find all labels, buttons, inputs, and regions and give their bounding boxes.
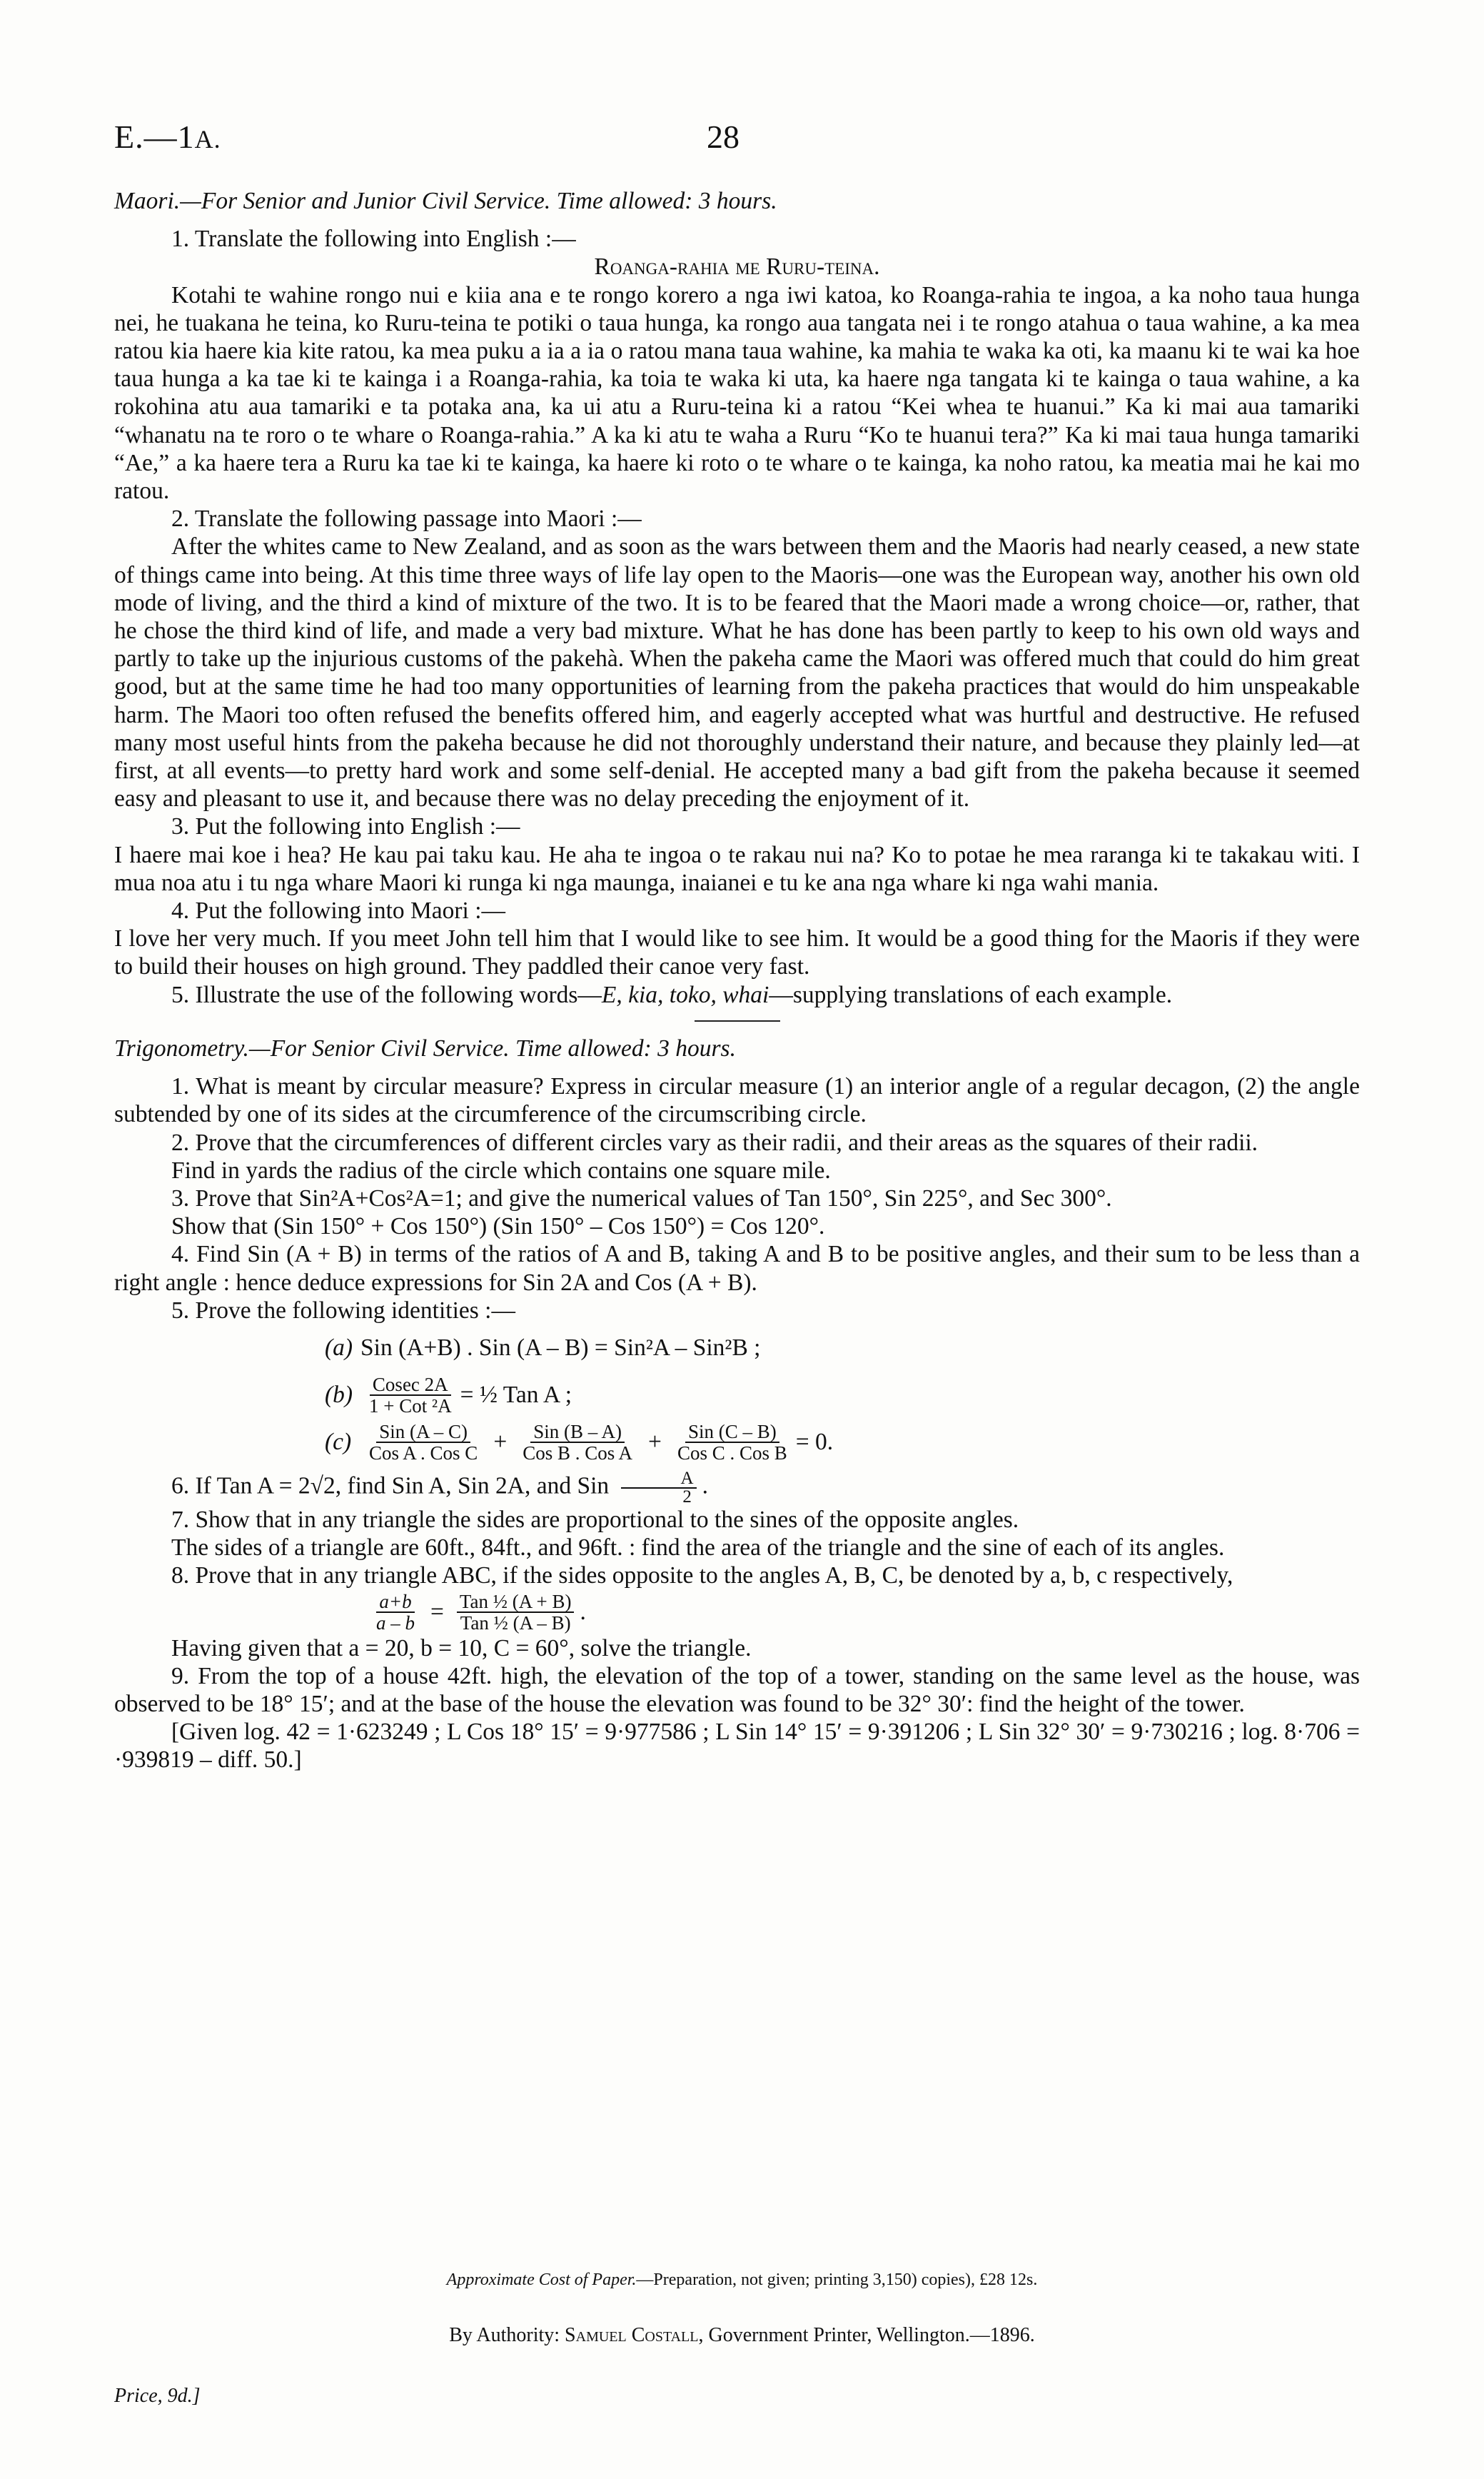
document-code: E.—1A.: [114, 119, 221, 155]
maori-q2-text: After the whites came to New Zealand, and as soon as the wars between them and the Maoris had nearly ceased, a new state of things came into being. At this time three ways of life lay open to the Maoris—one was the European way, another his own old mode of living, and the third a kind of mixture of the two. It is to be feared that the Maori made a wrong choice—or, rather, that he chose the third kind of life, and made a very bad mixture. What he has done has been partly to keep to his own old ways and partly to take up the injurious customs of the pakehà. When the pakeha came the Maori was offered much that could do him great good, but at the same time he had too many opportunities of learning from the pakeha practices that would do him unspeakable harm. The Maori too often refused the benefits offered him, and eagerly accepted what was hurtful and destructive. He refused many most useful hints from the pakeha because he did not thoroughly understand their nature, and because they plainly led—at first, at all events—to pretty hard work and some self-denial. He accepted many a bad gift from the pakeha because it seemed easy and pleasant to use it, and because there was no delay preceding the enjoyment of it.: [114, 533, 1360, 813]
maori-section-title: Maori.—For Senior and Junior Civil Service. Time allowed: 3 hours.: [114, 188, 777, 214]
maori-q4-text: I love her very much. If you meet John tell him that I would like to see him. It would be a good thing for the Maoris if they were to build their houses on high ground. They paddled their canoe very fast.: [114, 925, 1360, 980]
tangent-rule: $\frac{a+b}{a - b}$ = $\frac{\text{Tan ½ (A + B)}}{\text{Tan ½ (A – B)}}$ .: [376, 1590, 586, 1634]
trig-question-8: 8. Prove that in any triangle ABC, if the sides opposite to the angles A, B, C, be denoted by a, b, c respectively,: [171, 1562, 1233, 1589]
maori-question-5: 5. Illustrate the use of the following words—E, kia, toko, whai—supplying translations of each example.: [171, 981, 1173, 1008]
trig-question-2b: Find in yards the radius of the circle which contains one square mile.: [171, 1157, 831, 1184]
trig-question-7: 7. Show that in any triangle the sides are proportional to the sines of the opposite angles.: [171, 1506, 1019, 1533]
trig-question-4: 4. Find Sin (A + B) in terms of the ratios of A and B, taking A and B to be positive angles, and their sum to be less than a right angle : hence deduce expressions for Sin 2A and Cos (A + B).: [114, 1241, 1360, 1296]
trig-question-7b: The sides of a triangle are 60ft., 84ft., and 96ft. : find the area of the triangle and the sine of each of its angles.: [171, 1534, 1225, 1562]
cost-note: Approximate Cost of Paper.—Preparation, not given; printing 3,150) copies), £28 12s.: [446, 2271, 1038, 2289]
maori-question-3: 3. Put the following into English :—: [171, 813, 520, 840]
trig-question-5: 5. Prove the following identities :—: [171, 1297, 515, 1324]
trig-question-9b: [Given log. 42 = 1·623249 ; L Cos 18° 15′ = 9·977586 ; L Sin 14° 15′ = 9·391206 ; L Sin 32° 30′ = 9·730216 ; log. 8·706 = ·939819 – diff. 50.]: [114, 1719, 1360, 1774]
fraction: $\frac{Cosec 2A}{\text{1 + Cot ²A}}$: [369, 1373, 452, 1417]
maori-q3-text: I haere mai koe i hea? He kau pai taku kau. He aha te ingoa o te rakau nui na? Ko to potae he mea raranga ki te takakau witi. I mua noa atu i tu nga whare Maori ki runga ki nga maunga, inaianei e tu ke ana nga whare ki nga wahi mania.: [114, 841, 1360, 896]
trig-question-2: 2. Prove that the circumferences of different circles vary as their radii, and their areas as the squares of their radii.: [171, 1129, 1258, 1156]
printer-authority: By Authority: Samuel Costall, Government Printer, Wellington.—1896.: [449, 2324, 1035, 2346]
trig-question-3b: Show that (Sin 150° + Cos 150°) (Sin 150° – Cos 150°) = Cos 120°.: [171, 1213, 825, 1240]
trig-question-1: 1. What is meant by circular measure? Express in circular measure (1) an interior angle of a regular decagon, (2) the angle subtended by one of its sides at the circumference of the circumscribing circle.: [114, 1073, 1360, 1128]
trig-section-title: Trigonometry.—For Senior Civil Service. Time allowed: 3 hours.: [114, 1035, 736, 1062]
maori-question-2: 2. Translate the following passage into Maori :—: [171, 506, 642, 533]
trig-question-9: 9. From the top of a house 42ft. high, the elevation of the top of a tower, standing on the same level as the house, was observed to be 18° 15′; and at the base of the house the elevation was found to be 32° 30′: find the height of the tower.: [114, 1662, 1360, 1717]
identity-a: (a) Sin (A+B) . Sin (A – B) = Sin²A – Sin²B ;: [325, 1334, 761, 1362]
maori-question-4: 4. Put the following into Maori :—: [171, 897, 506, 925]
section-divider: [695, 1020, 780, 1022]
page-number: 28: [707, 119, 740, 155]
trig-question-8b: Having given that a = 20, b = 10, C = 60°, solve the triangle.: [171, 1634, 752, 1661]
maori-q5-words: E, kia, toko, whai: [601, 981, 769, 1008]
maori-question-1: 1. Translate the following into English :—: [171, 226, 576, 253]
maori-q1-text: Kotahi te wahine rongo nui e kiia ana e te rongo korero a nga iwi katoa, ko Roanga-rahia te ingoa, a ka noho taua hunga nei, he tuakana he teina, ko Ruru-teina te potiki o taua hunga, ka rongo aua tangata nei i te rongo atahua o taua wahine, a ka mea ratou kia haere kia kite ratou, ka mea puku a ia a ia o ratou mana taua wahine, ka mahia te waka ka oti, ka maanu ki te wai ka hoe taua hunga a ka tae ki te kainga i a Roanga-rahia, ka toia te waka ki uta, ka haere nga tangata ki te kainga o taua wahine, a ka rokohina atu aua tamariki e ta potaka ana, ka ui atu a Ruru-teina ki a ratou “Kei whea te huanui.” Ka ki mai aua tamariki “whanatu na te roro o te whare o Roanga-rahia.” A ka ki atu te waha a Ruru “Ko te huanui tera?” Ka ki mai taua hunga tamariki “Ae,” a ka haere tera a Ruru ka tae ki te kainga, ka haere ki roto o te whare o te kainga, ka noho ratou, ka meatia mai he kai mo ratou.: [114, 281, 1360, 505]
trig-question-3: 3. Prove that Sin²A+Cos²A=1; and give the numerical values of Tan 150°, Sin 225°, and Sec 300°.: [171, 1185, 1112, 1212]
price: Price, 9d.]: [114, 2385, 201, 2407]
main-content: [114, 187, 1360, 1774]
identity-c: (c) $\frac{\text{Sin (A – C)}}{\text{Cos A . Cos C}}$ + $\frac{\text{Sin (B – A)}}{\text{Cos B . Cos A}}$ + $\frac{\text{Sin (C – B)}}{\text{Cos C . Cos B}}$ = 0.: [325, 1420, 834, 1464]
trig-question-6: 6. If Tan A = 2√2, find Sin A, Sin 2A, and Sin $\frac{A}{2}$ .: [171, 1468, 708, 1507]
identity-b: (b) $\frac{Cosec 2A}{\text{1 + Cot ²A}}$ = ½ Tan A ;: [325, 1373, 572, 1417]
maori-q1-heading: Roanga-rahia me Ruru-teina.: [594, 253, 880, 281]
